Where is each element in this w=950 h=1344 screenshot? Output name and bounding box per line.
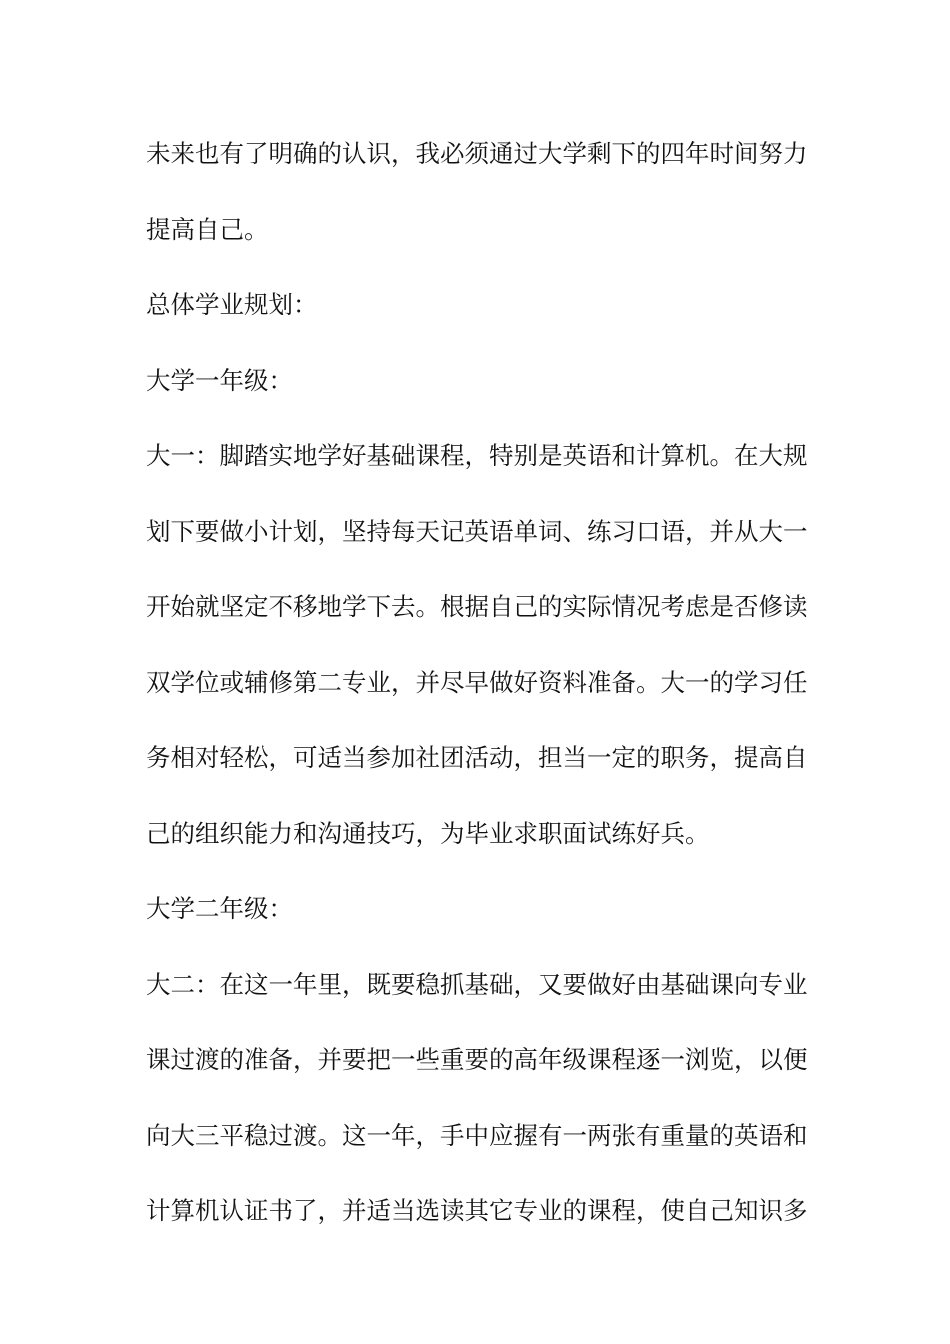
- subsection-heading: 大学二年级：: [146, 894, 293, 923]
- subsection-heading: 大学一年级：: [146, 365, 293, 395]
- text-line: 大二：在这一年里，既要稳抓基础，又要做好由基础课向专业: [146, 969, 808, 999]
- text-line: 务相对轻松，可适当参加社团活动，担当一定的职务，提高自: [146, 743, 808, 772]
- text-line: 己的组织能力和沟通技巧，为毕业求职面试练好兵。: [146, 818, 710, 848]
- text-line: 计算机认证书了，并适当选读其它专业的课程，使自己知识多: [146, 1196, 808, 1225]
- text-line: 划下要做小计划，坚持每天记英语单词、练习口语，并从大一: [146, 516, 808, 546]
- text-line: 提高自己。: [146, 214, 269, 244]
- text-line: 双学位或辅修第二专业，并尽早做好资料准备。大一的学习任: [146, 667, 808, 697]
- text-line: 向大三平稳过渡。这一年，手中应握有一两张有重量的英语和: [146, 1120, 808, 1150]
- document-text-body: [146, 130, 811, 1263]
- section-heading: 总体学业规划：: [146, 290, 318, 319]
- text-line: 未来也有了明确的认识，我必须通过大学剩下的四年时间努力: [146, 139, 808, 168]
- text-line: 大一：脚踏实地学好基础课程，特别是英语和计算机。在大规: [146, 441, 808, 470]
- text-line: 开始就坚定不移地学下去。根据自己的实际情况考虑是否修读: [146, 592, 808, 621]
- text-line: 课过渡的准备，并要把一些重要的高年级课程逐一浏览，以便: [146, 1045, 808, 1074]
